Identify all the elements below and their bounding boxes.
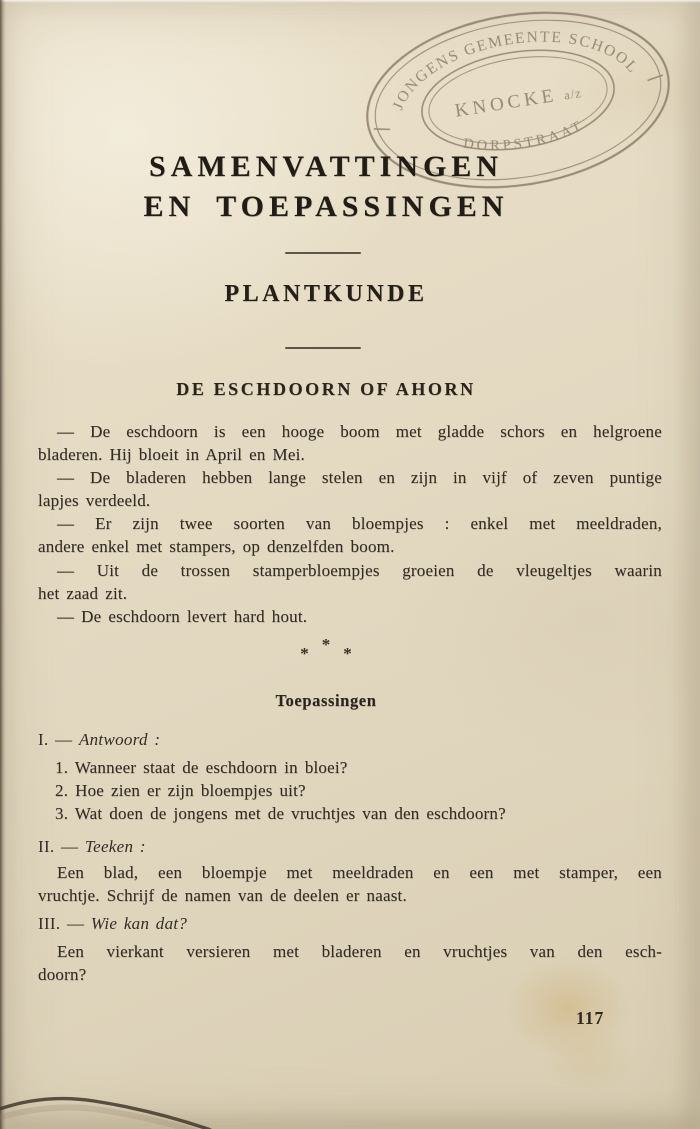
section-dash: —: [67, 914, 85, 933]
stamp-bottom-text: DORPSTRAAT: [462, 117, 587, 155]
asterisk-glyph: *: [300, 644, 309, 663]
exercises-heading: Toepassingen: [275, 691, 377, 710]
stamp-left-dash: [374, 126, 390, 131]
stamp-top-text: JONGENS GEMEENTE SCHOOL: [389, 28, 642, 113]
exercise-section-3-label: [38, 914, 662, 934]
stamp-center-text: [454, 81, 583, 122]
section-dash: —: [55, 730, 73, 749]
section-dash: —: [61, 837, 79, 856]
text-line: — De bladeren hebben lange stelen en zijn in vijf of zeven puntige: [57, 468, 662, 488]
main-title-line1: SAMENVATTINGEN: [149, 150, 503, 183]
question-item: 1. Wanneer staat de eschdoorn in bloei?: [55, 758, 348, 777]
exercise-section-1-items: [38, 756, 662, 825]
exercise-section-2-label: [38, 837, 662, 857]
divider-rule-bottom: [285, 347, 361, 349]
subject-heading: PLANTKUNDE: [224, 281, 428, 307]
text-line: bladeren. Hij bloeit in April en Mei.: [38, 445, 305, 465]
exercise-section-2-body: [38, 861, 662, 907]
text-line: — De eschdoorn levert hard hout.: [57, 606, 308, 626]
text-line: — Uit de trossen stamperbloempjes groeien de vleugeltjes waarin: [57, 560, 662, 580]
section-numeral: II.: [38, 837, 55, 856]
text-line: doorn?: [38, 965, 87, 985]
subject-heading-block: [0, 281, 652, 308]
question-item: 2. Hoe zien er zijn bloempjes uit?: [55, 781, 306, 801]
summary-paragraphs: [38, 420, 662, 628]
question-item: 3. Wat doen de jongens met de vruchtjes van den eschdoorn?: [55, 804, 506, 824]
exercise-section-1-label: [38, 730, 662, 750]
text-line: andere enkel met stampers, op denzelfden boom.: [38, 537, 395, 557]
section-label: Antwoord :: [78, 730, 161, 749]
asterisk-glyph: *: [343, 644, 352, 663]
page-curl-edge: [0, 1055, 290, 1129]
section-numeral: I.: [38, 730, 49, 749]
exercise-section-3-body: [38, 940, 662, 986]
page-curl-shadow: [0, 1107, 212, 1129]
stamp-town-name: KNOCKE: [453, 84, 559, 122]
section-numeral: III.: [38, 914, 61, 933]
text-line: — De eschdoorn is een hooge boom met gladde schors en helgroene: [57, 422, 662, 441]
main-title-block: [0, 147, 652, 227]
section-heading: DE ESCHDOORN OF AHORN: [176, 379, 476, 399]
text-line: Een vierkant versieren met bladeren en vruchtjes van den esch-: [57, 942, 662, 961]
exercises-heading-block: [0, 691, 652, 711]
section-heading-block: [0, 379, 652, 400]
asterisk-glyph: *: [321, 635, 331, 654]
section-label: Teeken :: [84, 837, 146, 856]
main-title-line2: EN TOEPASSINGEN: [143, 190, 509, 223]
divider-rule-top: [285, 252, 361, 254]
text-line: — Er zijn twee soorten van bloempjes : enkel met meeldraden,: [57, 514, 662, 534]
text-line: lapjes verdeeld.: [38, 491, 151, 511]
text-line: Een blad, een bloempje met meeldraden en een met stamper, een: [57, 863, 662, 882]
stamp-town-suffix: a/z: [563, 86, 583, 103]
page-number: 117: [576, 1008, 605, 1028]
asterism: [0, 635, 652, 664]
section-label: Wie kan dat?: [90, 914, 188, 933]
text-line: het zaad zit.: [38, 583, 128, 603]
text-line: vruchtje. Schrijf de namen van de deelen er naast.: [38, 886, 407, 906]
